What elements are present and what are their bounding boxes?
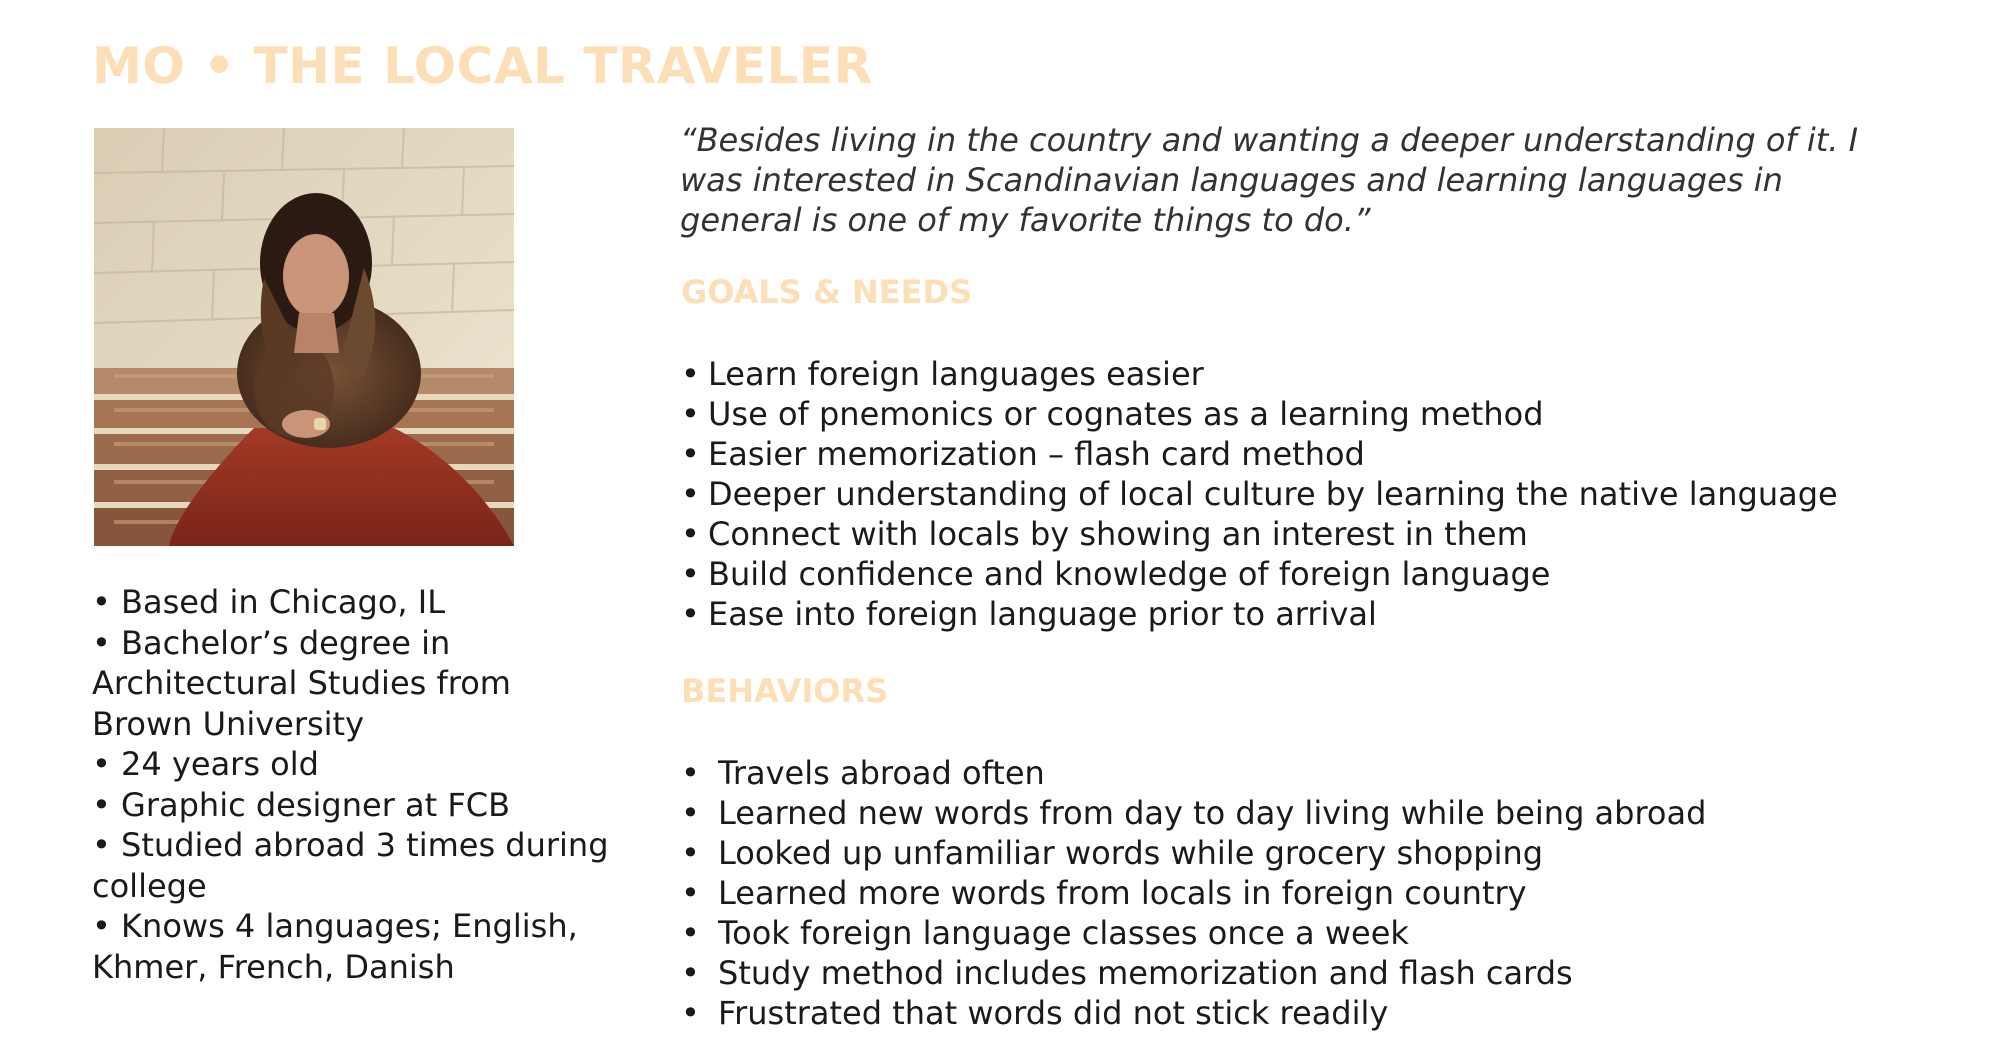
bullet: • (681, 794, 700, 832)
behavior-text: Frustrated that words did not stick readily (718, 994, 1389, 1032)
page-title: MO • THE LOCAL TRAVELER (92, 37, 873, 95)
fact-study-abroad: • Studied abroad 3 times during college (92, 826, 609, 905)
behavior-item (681, 953, 1706, 993)
persona-quote: “Besides living in the country and wanting a deeper understanding of it. I was interested in Scandinavian languages and learning languages in general is one of my favorite things to do.” (680, 121, 1859, 239)
goal-text: Learn foreign languages easier (708, 355, 1204, 393)
goal-text: Ease into foreign language prior to arrival (708, 595, 1377, 633)
behaviors-list (681, 753, 1706, 1033)
bullet: • (681, 355, 700, 393)
bullet: • (681, 555, 700, 593)
bullet: • (681, 994, 700, 1032)
fact-languages: • Knows 4 languages; English, Khmer, French, Danish (92, 907, 578, 986)
goals-heading: GOALS & NEEDS (681, 273, 973, 311)
goal-text: Connect with locals by showing an interest in them (708, 515, 1528, 553)
goal-text: Easier memorization – flash card method (708, 435, 1365, 473)
goal-item (681, 554, 1838, 594)
goal-item (681, 514, 1838, 554)
behavior-item (681, 873, 1706, 913)
behavior-item (681, 833, 1706, 873)
bullet: • (681, 834, 700, 872)
goal-item (681, 434, 1838, 474)
bullet: • (681, 595, 700, 633)
persona-facts (92, 582, 612, 987)
bullet: • (681, 515, 700, 553)
fact-education: • Bachelor’s degree in Architectural Studies from Brown University (92, 623, 511, 743)
bullet: • (681, 954, 700, 992)
goal-text: Deeper understanding of local culture by learning the native language (708, 475, 1838, 513)
bullet: • (681, 475, 700, 513)
fact-age: • 24 years old (92, 745, 319, 783)
goal-text: Build confidence and knowledge of foreign language (708, 555, 1551, 593)
goal-item (681, 474, 1838, 514)
behavior-text: Learned new words from day to day living while being abroad (718, 794, 1707, 832)
behavior-text: Study method includes memorization and flash cards (718, 954, 1573, 992)
goal-text: Use of pnemonics or cognates as a learning method (708, 395, 1544, 433)
goal-item (681, 594, 1838, 634)
behavior-item (681, 793, 1706, 833)
behavior-text: Took foreign language classes once a week (718, 914, 1409, 952)
behavior-item (681, 913, 1706, 953)
fact-occupation: • Graphic designer at FCB (92, 785, 511, 824)
behavior-text: Learned more words from locals in foreign country (718, 874, 1527, 912)
behavior-item (681, 993, 1706, 1033)
behavior-item (681, 753, 1706, 793)
goal-item (681, 394, 1838, 434)
goals-list (681, 354, 1838, 634)
bullet: • (681, 395, 700, 433)
bullet: • (681, 754, 700, 792)
goal-item (681, 354, 1838, 394)
behavior-text: Looked up unfamiliar words while grocery shopping (718, 834, 1544, 872)
persona-photo (94, 128, 514, 546)
bullet: • (681, 914, 700, 952)
bullet: • (681, 435, 700, 473)
behavior-text: Travels abroad often (718, 754, 1045, 792)
fact-location: • Based in Chicago, IL (92, 583, 446, 621)
behaviors-heading: BEHAVIORS (681, 672, 889, 710)
bullet: • (681, 874, 700, 912)
